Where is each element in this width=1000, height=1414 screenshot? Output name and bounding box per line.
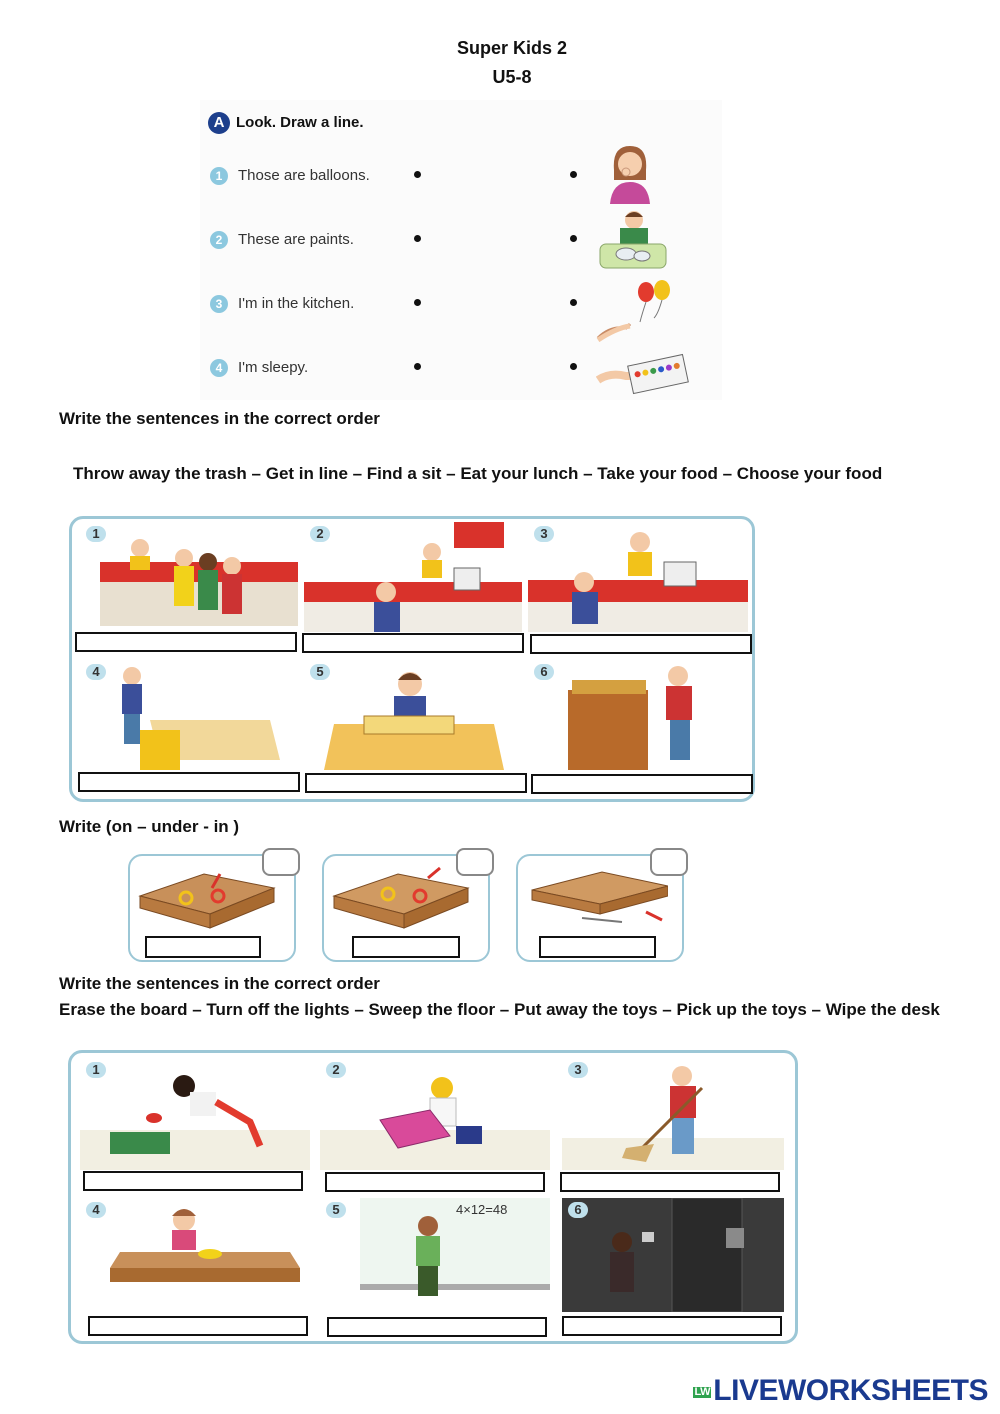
panel-number: 5 <box>310 664 330 680</box>
word-bank-lunch: Throw away the trash – Get in line – Find a sit – Eat your lunch – Take your food – Choose your food <box>73 464 883 483</box>
panel-number: 2 <box>310 526 330 542</box>
choose-food-illustration <box>304 522 522 632</box>
lunch-panel <box>528 660 748 770</box>
match-right-dot[interactable] <box>570 299 577 306</box>
match-left-dot[interactable] <box>414 363 421 370</box>
answer-input-2[interactable] <box>302 633 524 653</box>
answer-input-6[interactable] <box>531 774 753 794</box>
boy-washing-dishes-icon <box>596 208 672 270</box>
classroom-answer-input-1[interactable] <box>83 1171 303 1191</box>
board-equation: 4×12=48 <box>456 1202 508 1217</box>
page-title: Super Kids 2 <box>456 38 568 58</box>
classroom-panel <box>320 1058 550 1170</box>
section-a-badge: A <box>208 112 230 134</box>
match-item-text: These are paints. <box>238 231 354 248</box>
classroom-answer-input-3[interactable] <box>560 1172 780 1192</box>
match-item-number: 3 <box>210 295 228 313</box>
match-item-number: 1 <box>210 167 228 185</box>
instruction-order-2: Write the sentences in the correct order <box>59 974 380 993</box>
panel-number: 5 <box>326 1202 346 1218</box>
preposition-input-1[interactable] <box>145 936 261 958</box>
girl-yawning-icon <box>600 140 660 204</box>
answer-input-4[interactable] <box>78 772 300 792</box>
classroom-answer-input-6[interactable] <box>562 1316 782 1336</box>
eat-lunch-illustration <box>304 660 522 770</box>
classroom-answer-input-2[interactable] <box>325 1172 545 1192</box>
classroom-panel <box>562 1058 784 1170</box>
answer-input-3[interactable] <box>530 634 752 654</box>
classroom-panel <box>320 1198 550 1312</box>
matching-exercise <box>200 100 722 400</box>
match-left-dot[interactable] <box>414 299 421 306</box>
match-item <box>210 231 354 249</box>
section-a-heading <box>208 112 364 134</box>
balloons-icon <box>596 278 676 342</box>
preposition-input-3[interactable] <box>539 936 656 958</box>
panel-number: 3 <box>568 1062 588 1078</box>
panel-number: 6 <box>534 664 554 680</box>
match-item-text: I'm sleepy. <box>238 359 309 376</box>
box-with-scissors-in-icon <box>134 866 280 934</box>
wipe-desk-illustration <box>80 1198 310 1312</box>
erase-board-illustration <box>320 1198 550 1312</box>
match-item <box>210 359 308 377</box>
lunch-panel <box>80 522 298 632</box>
logo-mark-icon: LW <box>694 1385 711 1398</box>
sweep-floor-illustration <box>562 1058 784 1170</box>
match-item-number: 2 <box>210 231 228 249</box>
lunch-panel <box>304 522 522 632</box>
classroom-answer-input-5[interactable] <box>327 1317 547 1337</box>
match-item <box>210 295 354 313</box>
classroom-panel <box>80 1198 310 1312</box>
put-away-toys-illustration <box>320 1058 550 1170</box>
match-item <box>210 167 370 185</box>
box-with-scissors-on-icon <box>328 866 474 934</box>
word-bank-classroom: Erase the board – Turn off the lights – Sweep the floor – Put away the toys – Pick up the toys – Wipe the desk <box>59 1000 940 1019</box>
lunch-panel <box>80 660 298 770</box>
get-in-line-illustration <box>80 522 298 632</box>
match-right-dot[interactable] <box>570 363 577 370</box>
panel-number: 1 <box>86 526 106 542</box>
match-item-text: I'm in the kitchen. <box>238 295 355 312</box>
match-right-dot[interactable] <box>570 235 577 242</box>
lunch-panel <box>528 522 748 632</box>
turn-off-lights-illustration <box>562 1198 784 1312</box>
classroom-panel <box>562 1198 784 1312</box>
lunch-panel <box>304 660 522 770</box>
page-subtitle: U5-8 <box>492 67 532 87</box>
find-seat-illustration <box>80 660 298 770</box>
take-food-illustration <box>528 522 748 632</box>
panel-number: 4 <box>86 664 106 680</box>
box-with-scissors-under-icon <box>522 866 668 934</box>
panel-number: 1 <box>86 1062 106 1078</box>
panel-number: 4 <box>86 1202 106 1218</box>
instruction-prepositions: Write (on – under - in ) <box>59 817 240 836</box>
panel-number: 6 <box>568 1202 588 1218</box>
throw-trash-illustration <box>528 660 748 770</box>
panel-number: 3 <box>534 526 554 542</box>
logo-text: LIVEWORKSHEETS <box>713 1374 988 1407</box>
panel-number: 2 <box>326 1062 346 1078</box>
preposition-input-2[interactable] <box>352 936 460 958</box>
instruction-order-1: Write the sentences in the correct order <box>59 409 380 428</box>
classroom-panel <box>80 1058 310 1170</box>
answer-input-5[interactable] <box>305 773 527 793</box>
section-a-heading-text: Look. Draw a line. <box>236 114 364 131</box>
paint-box-icon <box>596 350 692 400</box>
match-left-dot[interactable] <box>414 171 421 178</box>
match-left-dot[interactable] <box>414 235 421 242</box>
liveworksheets-logo <box>693 1374 988 1408</box>
match-right-dot[interactable] <box>570 171 577 178</box>
answer-input-1[interactable] <box>75 632 297 652</box>
classroom-answer-input-4[interactable] <box>88 1316 308 1336</box>
match-item-text: Those are balloons. <box>238 167 370 184</box>
match-item-number: 4 <box>210 359 228 377</box>
pick-up-toys-illustration <box>80 1058 310 1170</box>
